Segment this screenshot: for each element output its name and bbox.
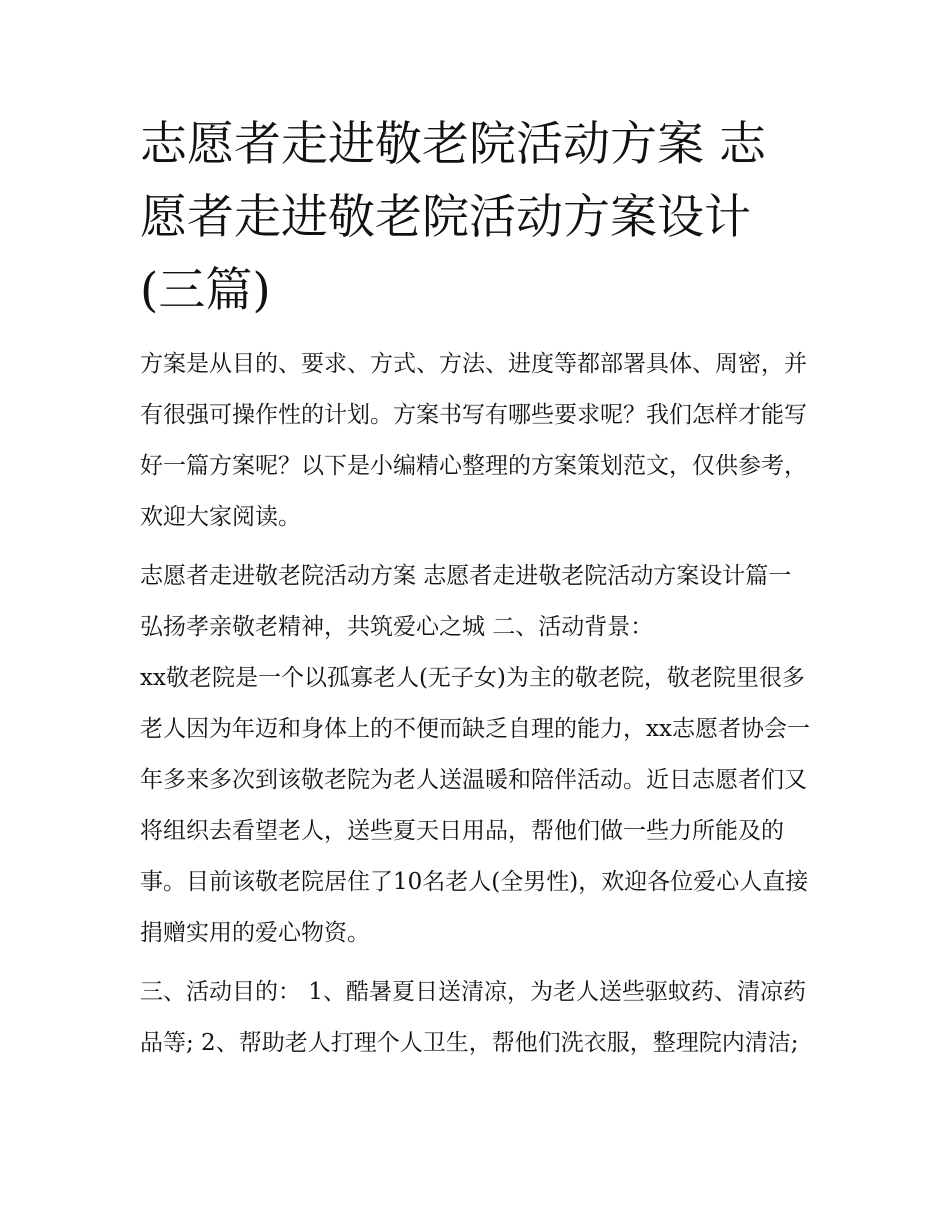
purpose-paragraph: 三、活动目的： 1、酷暑夏日送清凉，为老人送些驱蚊药、清凉药品等; 2、帮助老人打理个人卫生，帮他们洗衣服，整理院内清洁; <box>140 979 806 1056</box>
section-heading-paragraph: 志愿者走进敬老院活动方案 志愿者走进敬老院活动方案设计篇一 弘扬孝亲敬老精神，共筑爱心之城 二、活动背景： <box>140 563 792 640</box>
intro-paragraph: 方案是从目的、要求、方式、方法、进度等都部署具体、周密，并有很强可操作性的计划。方案书写有哪些要求呢？我们怎样才能写好一篇方案呢？以下是小编精心整理的方案策划范文，仅供参考，欢迎大家阅读。 <box>140 351 807 530</box>
background-paragraph: xx敬老院是一个以孤寡老人(无子女)为主的敬老院，敬老院里很多老人因为年迈和身体上的不便而缺乏自理的能力，xx志愿者协会一年多来多次到该敬老院为老人送温暖和陪伴活动。近日志愿者们又将组织去看望老人，送些夏天日用品，帮他们做一些力所能及的事。目前该敬老院居住了10名老人(全男性)，欢迎各位爱心人直接捐赠实用的爱心物资。 <box>140 665 810 946</box>
document-page <box>140 108 812 1069</box>
document-title: 志愿者走进敬老院活动方案 志愿者走进敬老院活动方案设计(三篇) <box>140 117 766 318</box>
